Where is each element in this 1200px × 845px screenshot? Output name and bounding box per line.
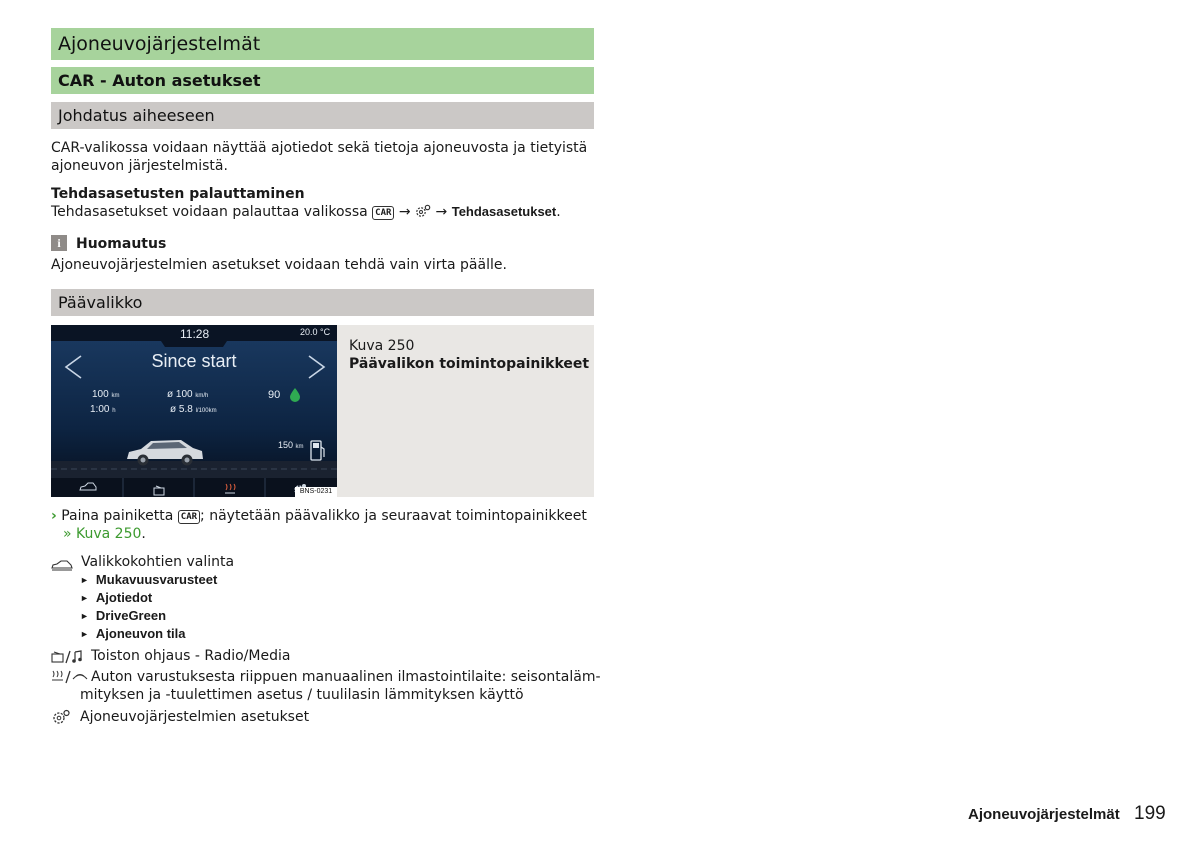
car-outline-icon: [51, 556, 73, 575]
sub-item-drivegreen: ► DriveGreen: [80, 608, 167, 623]
reset-target: Tehdasasetukset: [451, 204, 557, 219]
screen-distance: 100 km: [92, 389, 120, 400]
instruction-period: .: [141, 526, 146, 542]
info-icon: i: [51, 235, 67, 251]
note-text: Ajoneuvojärjestelmien asetukset voidaan tehdä vain virta päälle.: [51, 257, 507, 273]
infotainment-screen: [51, 325, 337, 497]
figure-label: Kuva 250: [349, 338, 415, 354]
reset-period: .: [556, 204, 561, 220]
tab-heating-icon[interactable]: [224, 480, 236, 497]
sub-item-trip-data: ► Ajotiedot: [80, 590, 153, 605]
settings-gear-icon-2: [51, 709, 71, 729]
instruction-ref-line: [63, 525, 146, 543]
intro-paragraph: CAR-valikossa voidaan näyttää ajotiedot sekä tietoja ajoneuvosta ja tietyistä ajoneuvon järjestelmistä.: [51, 140, 588, 174]
screen-eco-score: 90: [268, 389, 281, 401]
climate-line-2: mityksen ja -tuulettimen asetus / tuulilasin lämmityksen käyttö: [80, 687, 524, 703]
car-key-icon: CAR: [372, 206, 394, 220]
car-key-icon-2: CAR: [178, 510, 200, 524]
section-heading: Ajoneuvojärjestelmät: [51, 28, 594, 60]
fuel-pump-icon: [310, 439, 326, 465]
radio-music-icon: [51, 649, 85, 668]
screen-duration: 1:00 h: [90, 404, 116, 415]
instruction: [51, 507, 594, 525]
screen-avg-speed: ø 100 km/h: [167, 389, 209, 400]
vehicle-settings: Ajoneuvojärjestelmien asetukset: [80, 709, 310, 725]
drop-icon: [289, 387, 301, 406]
screen-range: 150 km: [278, 440, 304, 450]
footer-section: Ajoneuvojärjestelmät: [968, 806, 1120, 823]
reset-title: Tehdasasetusten palauttaminen: [51, 186, 305, 202]
intro-heading: Johdatus aiheeseen: [51, 102, 594, 129]
tab-radio-icon[interactable]: [153, 481, 165, 497]
sub-item-comfort: ► Mukavuusvarusteet: [80, 572, 218, 587]
arrow-1: →: [398, 204, 411, 220]
chevron-icon: ›: [51, 508, 57, 524]
arrow-2: →: [435, 204, 448, 220]
screen-temp: 20.0 °C: [300, 327, 331, 337]
climate-line-1: Auton varustuksesta riippuen manuaalinen ilmastointilaite: seisontaläm-: [91, 669, 601, 685]
figure-caption: Päävalikon toimintopainikkeet: [349, 356, 590, 372]
chapter-heading: CAR - Auton asetukset: [51, 67, 594, 94]
sub-item-vehicle-status: ► Ajoneuvon tila: [80, 626, 186, 641]
page-number: 199: [1134, 803, 1166, 824]
main-menu-heading: Päävalikko: [51, 289, 594, 316]
figure-reference-link[interactable]: » Kuva 250: [63, 526, 142, 542]
playback-control: Toiston ohjaus - Radio/Media: [91, 648, 291, 664]
menu-selection-title: Valikkokohtien valinta: [81, 554, 235, 570]
figure-code: BNS-0231: [295, 487, 337, 497]
instruction-text-before: Paina painiketta: [61, 508, 174, 524]
reset-line: [51, 203, 561, 221]
car-image: [123, 435, 207, 473]
instruction-text-after: ; näytetään päävalikko ja seuraavat toimintopainikkeet: [200, 508, 587, 524]
screen-avg-consumption: ø 5.8 l/100km: [170, 404, 217, 415]
screen-time: 11:28: [180, 327, 210, 341]
tab-car-icon[interactable]: [79, 482, 97, 495]
settings-gear-icon: [415, 204, 435, 220]
note-title: Huomautus: [76, 236, 167, 252]
screen-title: Since start: [151, 351, 237, 371]
reset-text: Tehdasasetukset voidaan palauttaa valikossa: [51, 204, 368, 220]
